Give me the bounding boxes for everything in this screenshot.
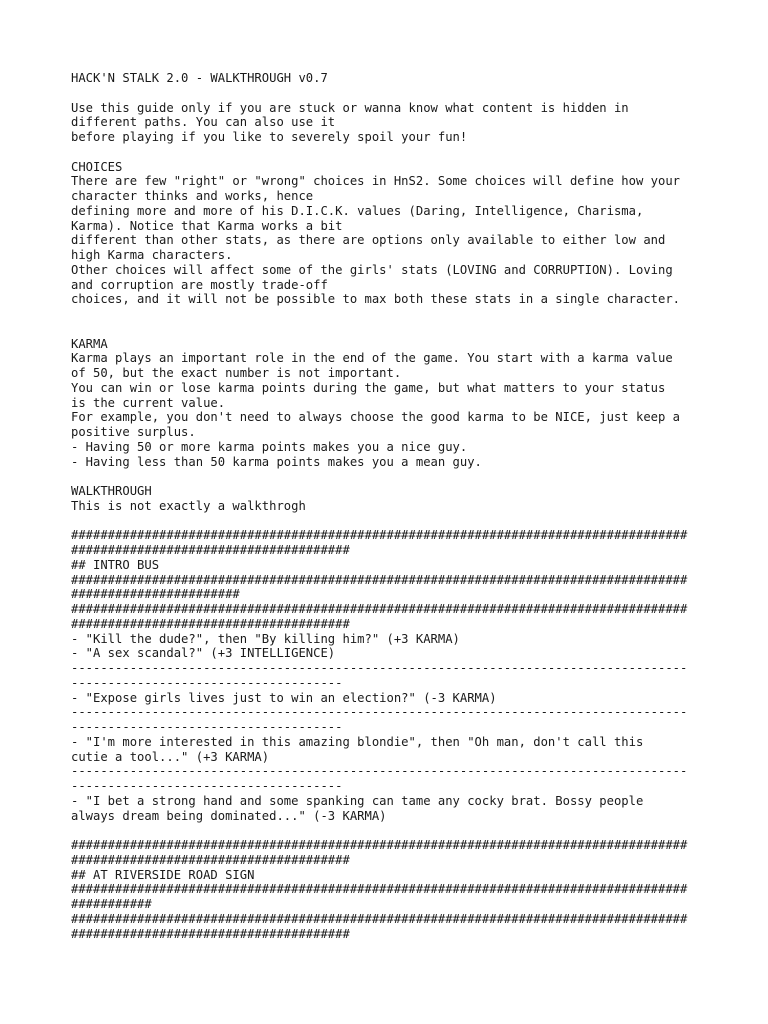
text-line: positive surplus. [71, 425, 196, 439]
hash-divider: #################################################################################### [71, 882, 688, 897]
blank-line [71, 145, 711, 160]
section-heading: ## INTRO BUS [71, 557, 160, 572]
text-line: Karma plays an important role in the end of the game. You start with a karma value [71, 351, 673, 366]
blank-line [71, 514, 711, 529]
hash-divider: ########### [71, 897, 152, 911]
dash-divider: ------------------------------------------------------------------------------------ [71, 764, 688, 779]
blank-line [71, 307, 711, 322]
choice-item: - "Expose girls lives just to win an election?" (-3 KARMA) [71, 690, 497, 705]
text-line: For example, you don't need to always choose the good karma to be NICE, just keep a [71, 410, 681, 425]
blank-line [71, 469, 711, 484]
blank-line [71, 823, 711, 838]
text-line: different than other stats, as there are options only available to either low and [71, 233, 666, 248]
dash-divider: ------------------------------------------------------------------------------------ [71, 661, 688, 675]
text-line: always dream being dominated..." (-3 KARMA) [71, 808, 387, 823]
text-line: defining more and more of his D.I.C.K. values (Daring, Intelligence, Charisma, [71, 203, 644, 218]
blank-line [71, 322, 711, 337]
choice-item: - Having less than 50 karma points makes you a mean guy. [71, 454, 482, 469]
choice-item: - Having 50 or more karma points makes you a nice guy. [71, 439, 468, 454]
text-line: There are few "right" or "wrong" choices in HnS2. Some choices will define how your [71, 174, 681, 189]
hash-divider: #################################################################################### [71, 572, 688, 587]
section-heading: ## AT RIVERSIDE ROAD SIGN [71, 867, 255, 882]
text-line: This is not exactly a walkthrogh [71, 498, 306, 513]
text-line: different paths. You can also use it [71, 115, 336, 130]
choice-item: - "Kill the dude?", then "By killing him?" (+3 KARMA) [71, 631, 460, 646]
text-line: before playing if you like to severely spoil your fun! [71, 130, 468, 144]
hash-divider: ###################################### [71, 616, 350, 631]
text-line: and corruption are mostly trade-off [71, 277, 328, 292]
hash-divider: ####################### [71, 587, 240, 602]
heading: WALKTHROUGH [71, 484, 152, 498]
hash-divider: #################################################################################### [71, 602, 688, 616]
hash-divider: #################################################################################### [71, 911, 688, 926]
hash-divider: ###################################### [71, 926, 350, 941]
text-line: Other choices will affect some of the girls' stats (LOVING and CORRUPTION). Loving [71, 262, 673, 277]
text-line: of 50, but the exact number is not important. [71, 366, 402, 380]
choice-item: - "I bet a strong hand and some spanking can tame any cocky brat. Bossy people [71, 793, 644, 808]
dash-divider: ------------------------------------- [71, 779, 343, 793]
heading: CHOICES [71, 159, 123, 174]
blank-line [71, 86, 711, 101]
hash-divider: #################################################################################### [71, 838, 688, 852]
walkthrough-text [71, 71, 711, 941]
text-line: Use this guide only if you are stuck or wanna know what content is hidden in [71, 100, 629, 115]
text-line: high Karma characters. [71, 248, 233, 262]
text-line: character thinks and works, hence [71, 189, 314, 203]
hash-divider: #################################################################################### [71, 528, 688, 543]
dash-divider: ------------------------------------------------------------------------------------ [71, 705, 688, 720]
hash-divider: ###################################### [71, 852, 350, 867]
dash-divider: ------------------------------------- [71, 720, 343, 734]
text-line: HACK'N STALK 2.0 - WALKTHROUGH v0.7 [71, 71, 328, 85]
heading: KARMA [71, 336, 108, 351]
text-line: is the current value. [71, 395, 226, 410]
text-line: choices, and it will not be possible to max both these stats in a single character. [71, 292, 681, 307]
text-line: Karma). Notice that Karma works a bit [71, 218, 343, 233]
choice-item: - "I'm more interested in this amazing blondie", then "Oh man, don't call this [71, 734, 644, 749]
text-line: You can win or lose karma points during the game, but what matters to your status [71, 380, 666, 395]
hash-divider: ###################################### [71, 543, 350, 557]
text-line: cutie a tool..." (+3 KARMA) [71, 749, 270, 764]
dash-divider: ------------------------------------- [71, 675, 343, 690]
choice-item: - "A sex scandal?" (+3 INTELLIGENCE) [71, 646, 336, 661]
